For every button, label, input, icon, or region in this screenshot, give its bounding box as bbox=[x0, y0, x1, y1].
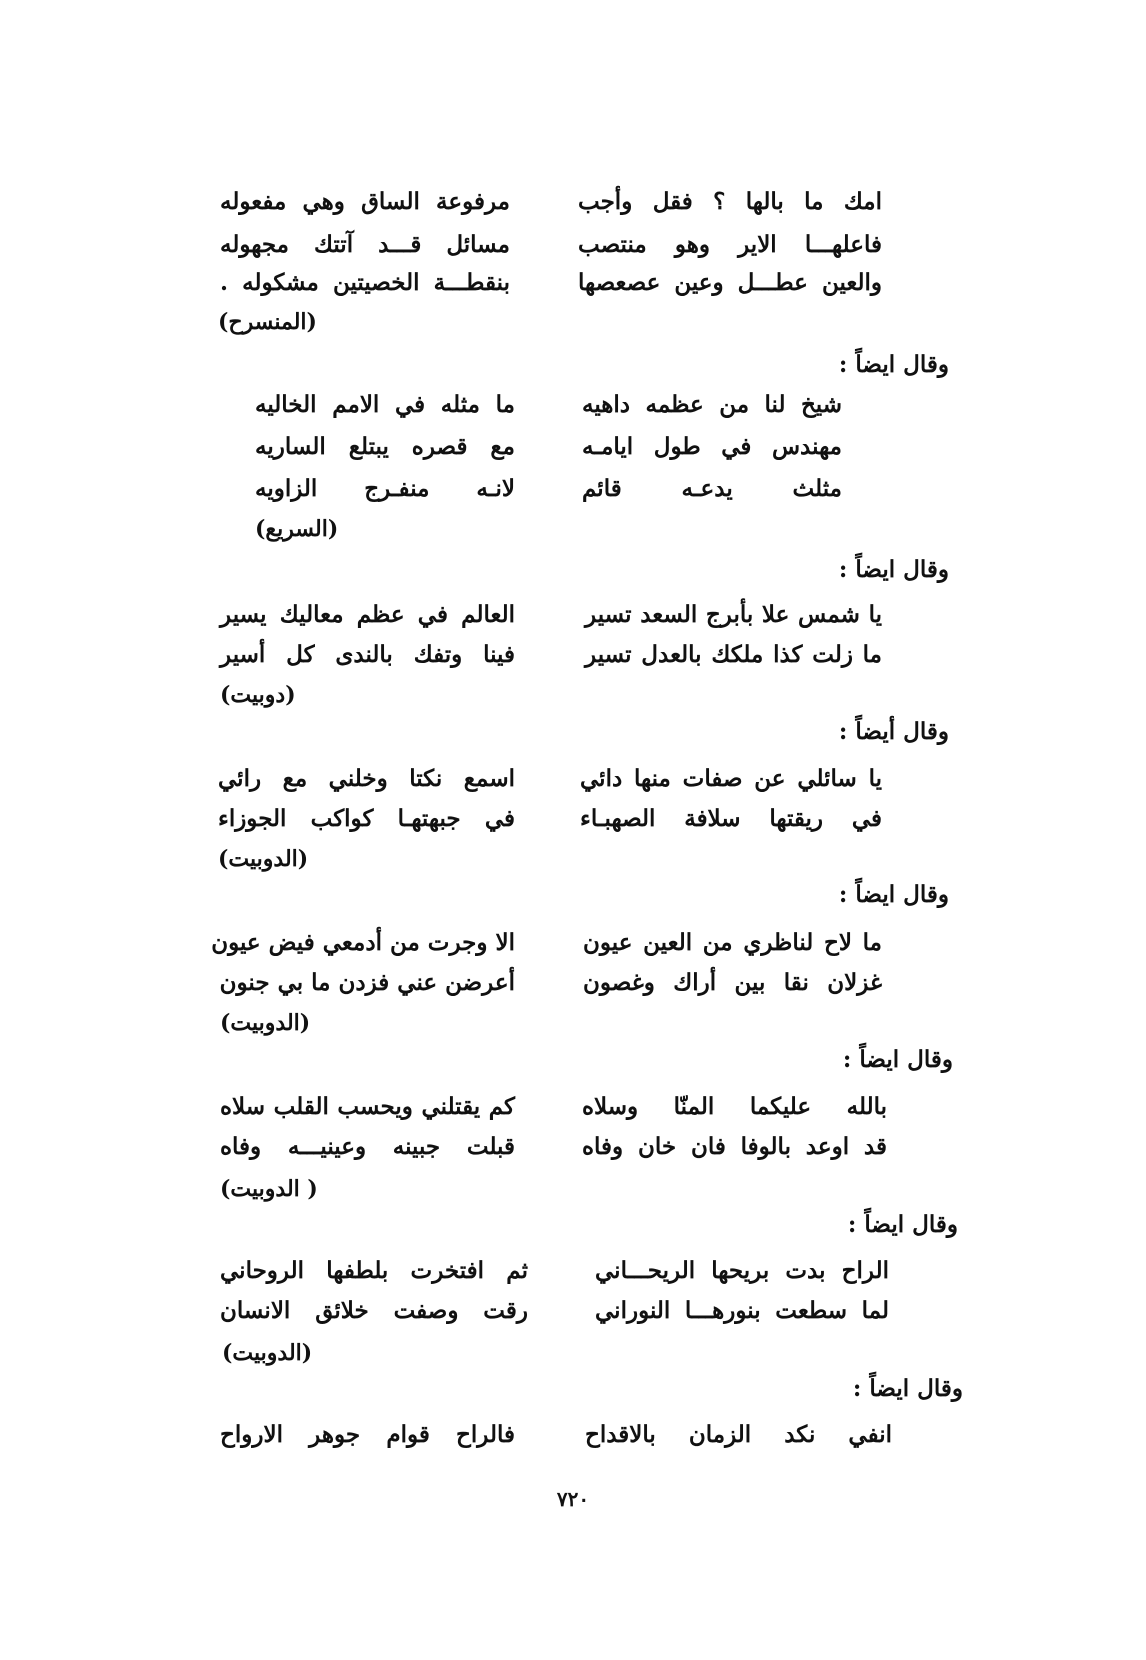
verse-left: اسمع نكتا وخلني مع رائي bbox=[218, 765, 515, 792]
verse-right: ما زلت كذا ملكك بالعدل تسير bbox=[585, 641, 882, 668]
verse-left: رقت وصفت خلائق الانسان bbox=[220, 1297, 528, 1324]
verse-right: غزلان نقا بين أراك وغصون bbox=[583, 969, 882, 996]
verse-right: بالله عليكما المنّا وسلاه bbox=[582, 1093, 887, 1120]
verse-right: شيخ لنا من عظمه داهيه bbox=[582, 391, 842, 418]
verse-left: فالراح قوام جوهر الارواح bbox=[220, 1421, 515, 1448]
verse-right: يا سائلي عن صفات منها دائي bbox=[580, 765, 882, 792]
verse-left: ثم افتخرت بلطفها الروحاني bbox=[220, 1257, 528, 1284]
meter-label: (المنسرح) bbox=[218, 309, 317, 335]
verse-left: في جبهتهـا كواكب الجوزاء bbox=[218, 805, 515, 832]
verse-right: قد اوعد بالوفا فان خان وفاه bbox=[582, 1133, 887, 1160]
verse-right: فاعلهـــا الاير وهو منتصب bbox=[578, 231, 882, 258]
verse-left: كم يقتلني ويحسب القلب سلاه bbox=[220, 1093, 515, 1120]
section-intro: وقال ايضاً : bbox=[852, 1375, 963, 1402]
section-intro: وقال ايضاً : bbox=[838, 556, 949, 583]
verse-left: ما مثله في الامم الخاليه bbox=[255, 391, 515, 418]
verse-right: الراح بدت بريحها الريحـــاني bbox=[595, 1257, 889, 1284]
verse-left: فينا وتفك بالندى كل أسير bbox=[220, 641, 515, 668]
section-intro: وقال ايضاً : bbox=[842, 1046, 953, 1073]
meter-label: (الدوبيت) bbox=[220, 1010, 311, 1036]
verse-left: بنقطـــة الخصيتين مشكوله . bbox=[220, 269, 510, 296]
verse-left: الا وجرت من أدمعي فيض عيون bbox=[211, 929, 515, 956]
section-intro: وقال ايضاً : bbox=[838, 351, 949, 378]
section-intro: وقال ايضاً : bbox=[847, 1211, 958, 1238]
verse-left: العالم في عظم معاليك يسير bbox=[220, 601, 515, 628]
section-intro: وقال أيضاً : bbox=[838, 718, 949, 745]
verse-left: مع قصره يبتلع الساريه bbox=[255, 433, 515, 460]
meter-label: (الدوبيت) bbox=[218, 846, 309, 872]
verse-left: أعرضن عني فزدن ما بي جنون bbox=[219, 969, 515, 996]
verse-right: ما لاح لناظري من العين عيون bbox=[583, 929, 882, 956]
meter-label: (الدوبيت) bbox=[222, 1340, 313, 1366]
meter-label: (السريع) bbox=[255, 516, 339, 542]
verse-right: في ريقتها سلافة الصهبـاء bbox=[580, 805, 882, 832]
verse-left: قبلت جبينه وعينيـــه وفاه bbox=[220, 1133, 515, 1160]
verse-right: انفي نكد الزمان بالاقداح bbox=[585, 1421, 892, 1448]
verse-left: لانـه منفـرج الزاويه bbox=[255, 475, 515, 502]
verse-left: مرفوعة الساق وهي مفعوله bbox=[220, 188, 510, 215]
page-number: ٧٢٠ bbox=[556, 1487, 590, 1511]
verse-right: امك ما بالها ؟ فقل وأجب bbox=[578, 188, 882, 215]
verse-right: والعين عطـــل وعين عصعصها bbox=[578, 269, 882, 296]
section-intro: وقال ايضاً : bbox=[838, 881, 949, 908]
verse-right: مثلث يدعـه قائم bbox=[582, 475, 842, 502]
meter-label: (دوبيت) bbox=[220, 682, 296, 708]
meter-label: ( الدوبيت) bbox=[220, 1176, 318, 1202]
verse-right: يا شمس علا بأبرج السعد تسير bbox=[585, 601, 882, 628]
verse-right: لما سطعت بنورهـــا النوراني bbox=[595, 1297, 889, 1324]
verse-left: مسائل قـــد آتتك مجهوله bbox=[220, 231, 510, 258]
verse-right: مهندس في طول ايامـه bbox=[582, 433, 842, 460]
